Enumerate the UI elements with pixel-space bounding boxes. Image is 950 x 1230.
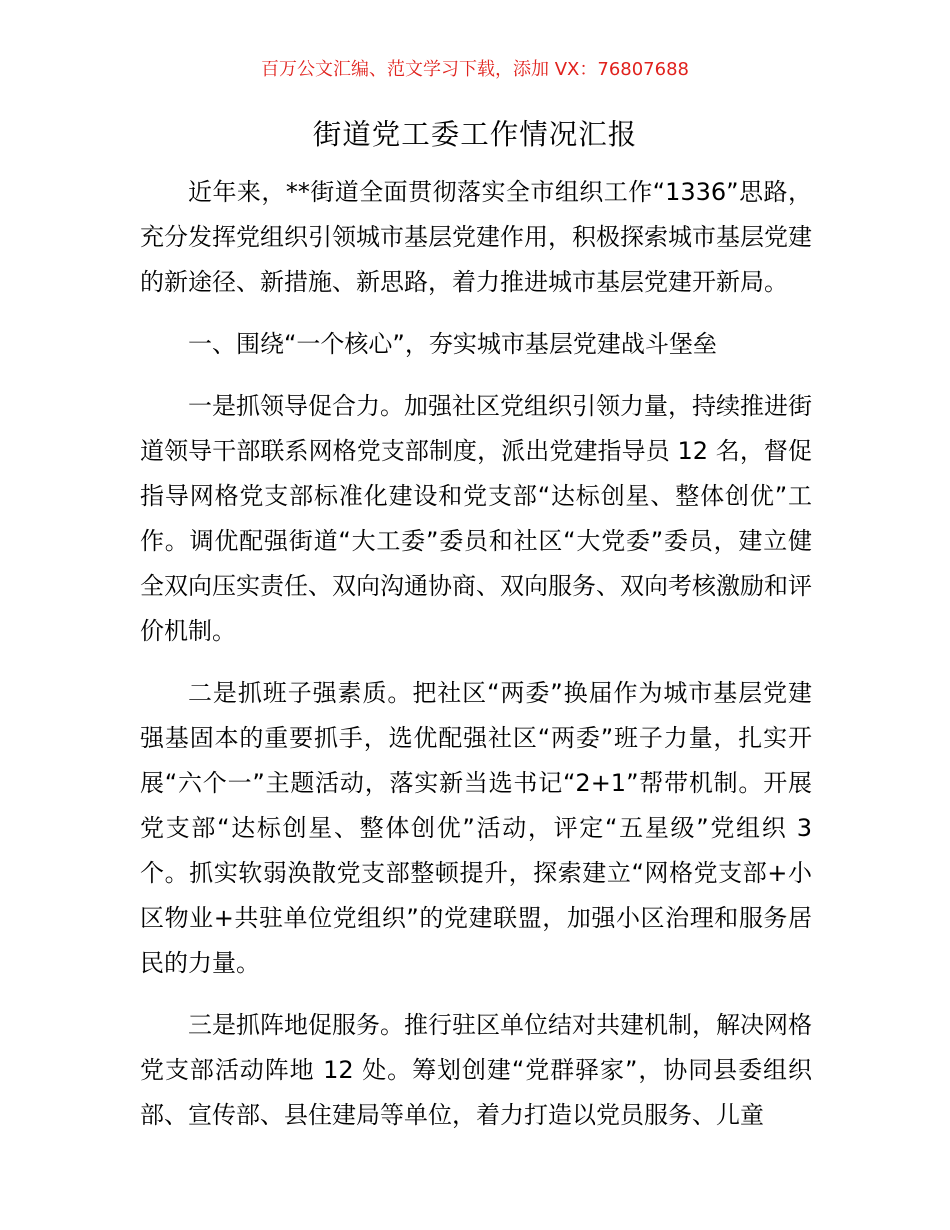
section-heading: 一、围绕“一个核心”，夯实城市基层党建战斗堡垒 [188,330,717,358]
intro-paragraph: 近年来，**街道全面贯彻落实全市组织工作“1336”思路，充分发挥党组织引领城市基层党建作用，积极探索城市基层党建的新途径、新措施、新思路，着力推进城市基层党建开新局。 [140,178,812,296]
download-notice: 百万公文汇编、范文学习下载，添加 VX：76807688 [261,59,689,80]
page-title: 街道党工委工作情况汇报 [312,118,638,151]
body-paragraph: 二是抓班子强素质。把社区“两委”换届作为城市基层党建强基固本的重要抓手，选优配强社区“两委”班子力量，扎实开展“六个一”主题活动，落实新当选书记“2+1”帮带机制。开展党支部“达标创星、整体创优”活动，评定“五星级”党组织 3 个。抓实软弱涣散党支部整顿提升，探索建立“网格党支部+小区物业+共驻单位党组织”的党建联盟，加强小区治理和服务居民的力量。 [140,679,812,977]
body-paragraph: 三是抓阵地促服务。推行驻区单位结对共建机制，解决网格党支部活动阵地 12 处。筹划创建“党群驿家”，协同县委组织部、宣传部、县住建局等单位，着力打造以党员服务、儿童 [140,1011,812,1129]
body-paragraph: 一是抓领导促合力。加强社区党组织引领力量，持续推进街道领导干部联系网格党支部制度，派出党建指导员 12 名，督促指导网格党支部标准化建设和党支部“达标创星、整体创优”工作。调优配强街道“大工委”委员和社区“大党委”委员，建立健全双向压实责任、双向沟通协商、双向服务、双向考核激励和评价机制。 [140,392,812,645]
document-body [140,170,812,1155]
